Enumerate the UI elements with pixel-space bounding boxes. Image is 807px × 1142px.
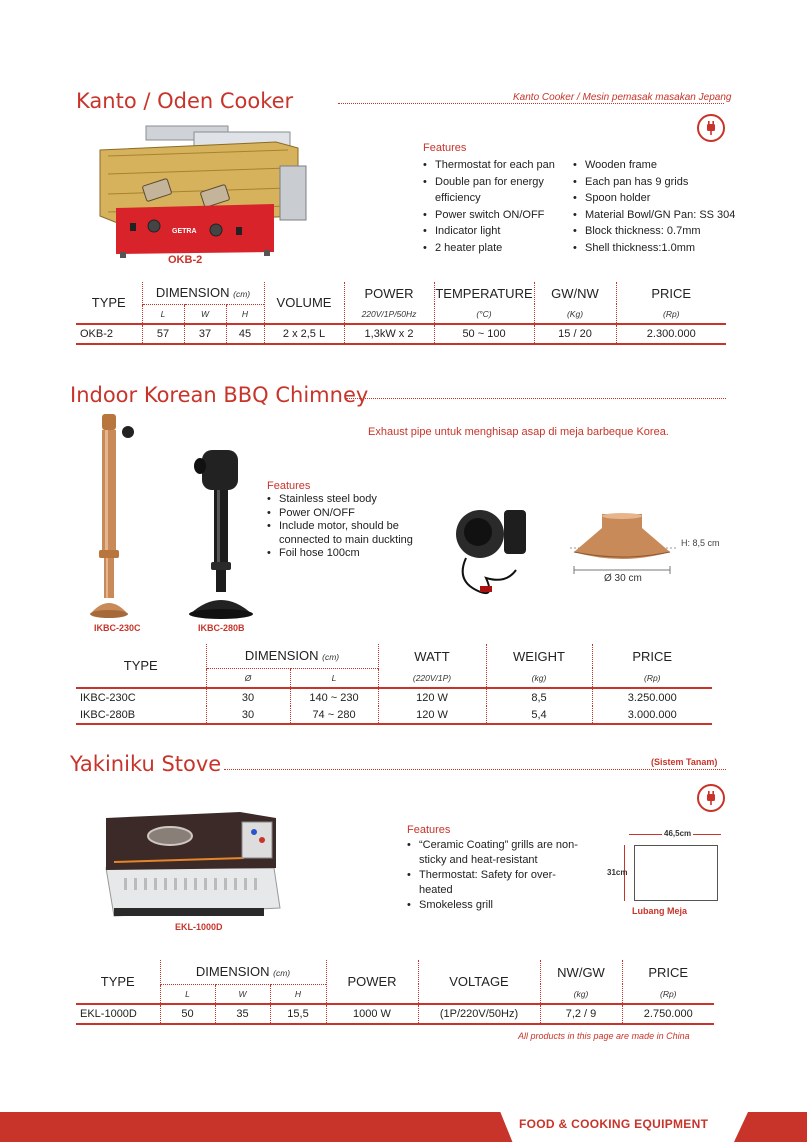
kanto-cooker-image bbox=[98, 124, 310, 264]
subheader-power: 220V/1P/50Hz bbox=[344, 304, 434, 324]
cell-dia: 30 bbox=[206, 688, 290, 706]
header-dimension: DIMENSION (cm) bbox=[142, 282, 264, 304]
subheader-weight: (kg) bbox=[486, 668, 592, 688]
header-dimension: DIMENSION (cm) bbox=[160, 960, 326, 984]
list-item: • Block thickness: 0.7mm bbox=[573, 223, 753, 240]
header-type: TYPE bbox=[100, 974, 135, 989]
table-row bbox=[76, 688, 712, 706]
cell-nwgw: 7,2 / 9 bbox=[540, 1004, 622, 1024]
cell-price: 3.250.000 bbox=[592, 688, 712, 706]
cell-l: 140 ~ 230 bbox=[290, 688, 378, 706]
header-temperature: TEMPERATURE bbox=[434, 282, 534, 304]
cell-w: 35 bbox=[215, 1004, 270, 1024]
subheader-price: (Rp) bbox=[616, 304, 726, 324]
header-dimension: DIMENSION (cm) bbox=[206, 644, 378, 668]
subheader-w: W bbox=[184, 304, 226, 324]
list-item: • Material Bowl/GN Pan: SS 304 bbox=[573, 207, 753, 224]
list-item: • Stainless steel body bbox=[267, 493, 427, 507]
yakiniku-title: Yakiniku Stove bbox=[70, 752, 222, 776]
header-weight: WEIGHT bbox=[486, 644, 592, 668]
cell-h: 45 bbox=[226, 324, 264, 344]
cell-price: 2.750.000 bbox=[622, 1004, 714, 1024]
header-gwnw: GW/NW bbox=[534, 282, 616, 304]
cell-watt: 120 W bbox=[378, 706, 486, 724]
cell-watt: 120 W bbox=[378, 688, 486, 706]
electric-plug-icon bbox=[697, 784, 725, 812]
kanto-brand-label: GETRA bbox=[172, 228, 197, 235]
subheader-price: (Rp) bbox=[592, 668, 712, 688]
ikbc-230c-image bbox=[88, 412, 138, 622]
ikbc-230c-caption: IKBC-230C bbox=[94, 623, 141, 633]
kanto-features-left bbox=[423, 157, 571, 256]
list-item: • Wooden frame bbox=[573, 157, 753, 174]
cell-volume: 2 x 2,5 L bbox=[264, 324, 344, 344]
cell-l: 57 bbox=[142, 324, 184, 344]
list-item: • Smokeless grill bbox=[407, 898, 579, 913]
yakiniku-features-heading: Features bbox=[407, 824, 451, 836]
subheader-l: L bbox=[290, 668, 378, 688]
exhaust-motor-image bbox=[446, 500, 532, 606]
bbq-features-list bbox=[267, 493, 427, 561]
cutout-label: Lubang Meja bbox=[632, 906, 688, 916]
list-item: • Include motor, should be connected to main duckting bbox=[267, 520, 427, 547]
electric-plug-icon bbox=[697, 114, 725, 142]
cell-weight: 5,4 bbox=[486, 706, 592, 724]
cell-voltage: (1P/220V/50Hz) bbox=[418, 1004, 540, 1024]
copper-hood-image bbox=[568, 512, 678, 574]
kanto-subtitle: Kanto Cooker / Mesin pemasak masakan Jepang bbox=[513, 92, 732, 103]
header-power: POWER bbox=[344, 282, 434, 304]
bbq-title-rule bbox=[346, 398, 726, 399]
yakiniku-subtitle: (Sistem Tanam) bbox=[651, 757, 718, 767]
subheader-temperature: (°C) bbox=[434, 304, 534, 324]
cell-h: 15,5 bbox=[270, 1004, 326, 1024]
list-item: • Double pan for energy efficiency bbox=[423, 174, 571, 207]
cell-type: EKL-1000D bbox=[80, 1008, 137, 1020]
kanto-image-caption: OKB-2 bbox=[168, 254, 203, 266]
table-row bbox=[76, 324, 726, 344]
subheader-gwnw: (Kg) bbox=[534, 304, 616, 324]
cell-l: 50 bbox=[160, 1004, 215, 1024]
cell-type: OKB-2 bbox=[80, 328, 114, 340]
header-watt: WATT bbox=[378, 644, 486, 668]
list-item: • Power ON/OFF bbox=[267, 507, 427, 521]
subheader-h: H bbox=[270, 984, 326, 1004]
kanto-title-rule bbox=[338, 103, 724, 104]
cell-dia: 30 bbox=[206, 706, 290, 724]
header-type: TYPE bbox=[123, 658, 158, 673]
cell-power: 1000 W bbox=[326, 1004, 418, 1024]
table-row bbox=[76, 706, 712, 724]
yakiniku-spec-table bbox=[76, 960, 714, 1025]
list-item: • Spoon holder bbox=[573, 190, 753, 207]
hood-height-label: H: 8,5 cm bbox=[681, 538, 720, 548]
subheader-h: H bbox=[226, 304, 264, 324]
kanto-features-heading: Features bbox=[423, 142, 467, 154]
cell-price: 3.000.000 bbox=[592, 706, 712, 724]
hood-diameter-label: Ø 30 cm bbox=[604, 573, 642, 584]
header-price: PRICE bbox=[616, 282, 726, 304]
ikbc-280b-image bbox=[186, 446, 262, 620]
yakiniku-features-list bbox=[407, 838, 579, 913]
bbq-title: Indoor Korean BBQ Chimney bbox=[70, 383, 369, 407]
footer-label: FOOD & COOKING EQUIPMENT bbox=[519, 1117, 709, 1131]
list-item: • “Ceramic Coating” grills are non-sticky and heat-resistant bbox=[407, 838, 579, 868]
ekl-1000d-image bbox=[104, 808, 284, 920]
cell-w: 37 bbox=[184, 324, 226, 344]
cell-l: 74 ~ 280 bbox=[290, 706, 378, 724]
list-item: • Thermostat for each pan bbox=[423, 157, 571, 174]
list-item: • Each pan has 9 grids bbox=[573, 174, 753, 191]
table-row bbox=[76, 1004, 714, 1024]
cutout-width-label: 46,5cm bbox=[664, 829, 692, 838]
subheader-watt: (220V/1P) bbox=[378, 668, 486, 688]
cell-price: 2.300.000 bbox=[616, 324, 726, 344]
header-price: PRICE bbox=[592, 644, 712, 668]
origin-note: All products in this page are made in China bbox=[518, 1031, 690, 1041]
cell-power: 1,3kW x 2 bbox=[344, 324, 434, 344]
list-item: • Thermostat: Safety for over-heated bbox=[407, 868, 579, 898]
header-price: PRICE bbox=[622, 960, 714, 984]
bbq-description: Exhaust pipe untuk menghisap asap di meja barbeque Korea. bbox=[368, 426, 669, 438]
list-item: • Foil hose 100cm bbox=[267, 547, 427, 561]
yakiniku-title-rule bbox=[224, 769, 726, 770]
cell-type: IKBC-230C bbox=[80, 691, 136, 704]
header-volume: VOLUME bbox=[264, 282, 344, 324]
list-item: • 2 heater plate bbox=[423, 240, 571, 257]
header-type: TYPE bbox=[91, 295, 126, 310]
bbq-spec-table bbox=[76, 644, 712, 725]
header-nwgw: NW/GW bbox=[540, 960, 622, 984]
kanto-spec-table bbox=[76, 282, 726, 345]
cell-temperature: 50 ~ 100 bbox=[434, 324, 534, 344]
bbq-features-heading: Features bbox=[267, 480, 311, 492]
subheader-dia: Ø bbox=[206, 668, 290, 688]
list-item: • Shell thickness:1.0mm bbox=[573, 240, 753, 257]
cell-type: IKBC-280B bbox=[80, 708, 136, 721]
cell-gwnw: 15 / 20 bbox=[534, 324, 616, 344]
ekl-1000d-caption: EKL-1000D bbox=[175, 922, 223, 932]
ikbc-280b-caption: IKBC-280B bbox=[198, 623, 245, 633]
list-item: • Power switch ON/OFF bbox=[423, 207, 571, 224]
subheader-w: W bbox=[215, 984, 270, 1004]
cutout-rectangle bbox=[634, 845, 718, 901]
cell-weight: 8,5 bbox=[486, 688, 592, 706]
subheader-nwgw: (kg) bbox=[540, 984, 622, 1004]
subheader-l: L bbox=[142, 304, 184, 324]
header-voltage: VOLTAGE bbox=[418, 960, 540, 1004]
subheader-price: (Rp) bbox=[622, 984, 714, 1004]
footer-corner bbox=[734, 1112, 807, 1142]
list-item: • Indicator light bbox=[423, 223, 571, 240]
subheader-l: L bbox=[160, 984, 215, 1004]
kanto-features-right bbox=[573, 157, 753, 256]
header-power: POWER bbox=[326, 960, 418, 1004]
kanto-title: Kanto / Oden Cooker bbox=[76, 89, 294, 113]
cutout-height-label: 31cm bbox=[607, 868, 628, 877]
